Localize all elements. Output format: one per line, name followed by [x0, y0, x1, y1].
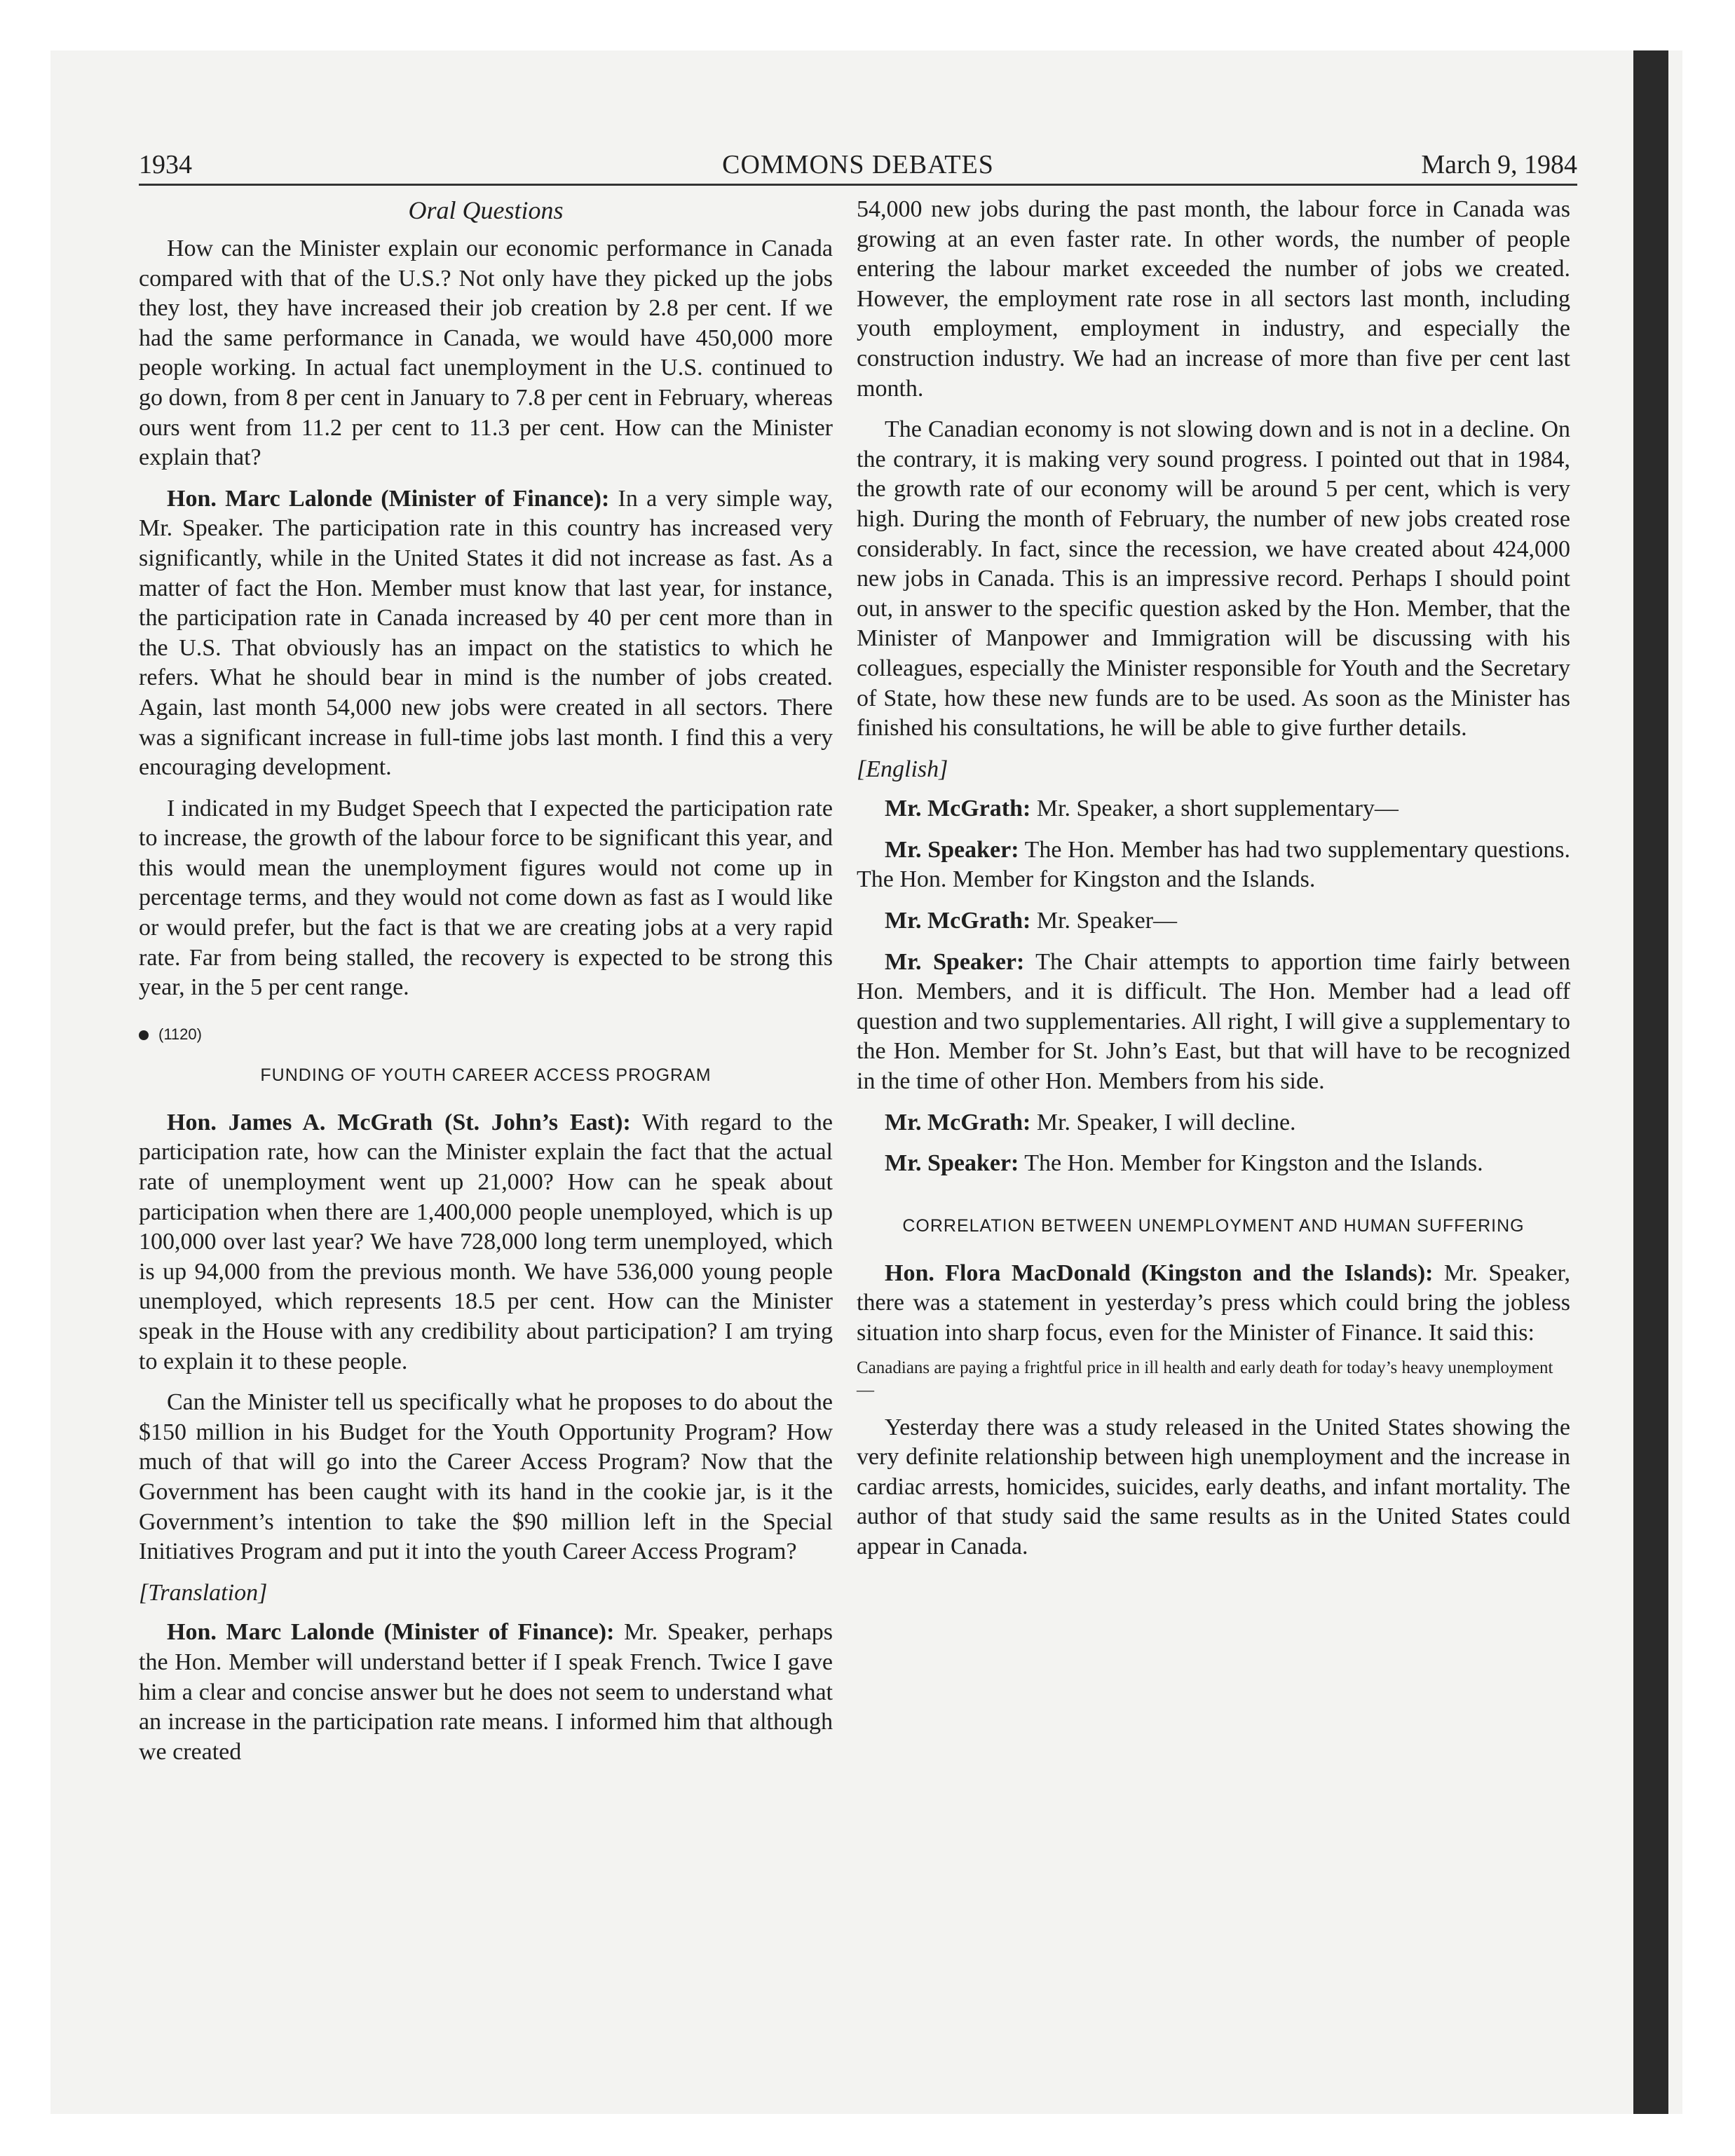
paragraph	[857, 948, 1570, 1097]
page-edge-shadow	[1633, 50, 1668, 2114]
speaker-name: Mr. McGrath:	[885, 908, 1031, 934]
speaker-name: Hon. Marc Lalonde (Minister of Finance):	[167, 485, 610, 512]
speaker-name: Hon. Flora MacDonald (Kingston and the Islands):	[885, 1260, 1434, 1286]
speech-text: Mr. Speaker, there was a statement in yesterday’s press which could bring the jobless situation into sharp focus, even for the Minister of Finance. It said this:	[857, 1260, 1570, 1346]
paragraph	[139, 484, 833, 783]
subject-heading: CORRELATION BETWEEN UNEMPLOYMENT AND HUMAN SUFFERING	[902, 1215, 1525, 1236]
paragraph: The Canadian economy is not slowing down and is not in a decline. On the contrary, it is making very sound progress. I pointed out that in 1984, the growth rate of our economy will be around 5 per cent, which is very high. During the month of February, the number of new jobs created rose considerably. In fact, since the recession, we have created about 424,000 new jobs in Canada. This is an impressive record. Perhaps I should point out, in answer to the specific question asked by the Hon. Member, that the Minister of Manpower and Immigration will be discussing with his colleagues, especially the Minister responsible for Youth and the Secretary of State, how these new funds are to be used. As soon as the Minister has finished his consultations, he will be able to give further details.	[857, 416, 1570, 742]
speaker-name: Hon. James A. McGrath (St. John’s East):	[167, 1109, 631, 1135]
block-quote: Canadians are paying a frightful price in ill health and early death for today’s heavy unemployment—	[857, 1358, 1553, 1400]
paragraph	[857, 1259, 1570, 1349]
subject-heading: FUNDING OF YOUTH CAREER ACCESS PROGRAM	[260, 1065, 712, 1085]
paragraph	[857, 906, 1570, 936]
time-marker-text: (1120)	[158, 1025, 202, 1043]
paragraph: Yesterday there was a study released in the United States showing the very definite relationship between high unemployment and the increase in cardiac arrests, homicides, suicides, early deaths, and infant mortality. The author of that study said the same results as in the United States could appear in Canada.	[857, 1414, 1570, 1560]
time-marker	[139, 1024, 833, 1045]
paragraph	[857, 835, 1570, 895]
speech-text: Mr. Speaker, a short supplementary—	[1030, 796, 1399, 822]
language-note: [Translation]	[139, 1579, 268, 1606]
speech-text: In a very simple way, Mr. Speaker. The participation rate in this country has increased very significantly, while in the United States it did not increase as fast. As a matter of fact the Hon. Member must know that last year, for instance, the participation rate in Canada increased by 40 per cent more than in the U.S. That obviously has an impact on the statistics to which he refers. What he should bear in mind is the number of jobs created. Again, last month 54,000 new jobs were created in all sectors. There was a significant increase in full-time jobs last month. I find this a very encouraging development.	[139, 485, 833, 781]
speaker-name: Mr. Speaker:	[885, 948, 1025, 975]
paragraph	[139, 1108, 833, 1377]
speech-text: The Chair attempts to apportion time fairly between Hon. Members, and it is difficult. The Hon. Member had a lead off question and two supplementaries. All right, I will give a supplementary to the Hon. Member for St. John’s East, but that will have to be recognized in the time of other Hon. Members from his side.	[857, 948, 1571, 1095]
speech-text: The Hon. Member has had two supplementary questions. The Hon. Member for Kingston and the Islands.	[857, 836, 1570, 893]
right-column	[857, 195, 1570, 1574]
speaker-name: Mr. McGrath:	[885, 796, 1031, 822]
section-title: Oral Questions	[408, 196, 564, 224]
paragraph: 54,000 new jobs during the past month, the labour force in Canada was growing at an even faster rate. In other words, the number of people entering the labour market exceeded the number of jobs we created. However, the employment rate rose in all sectors last month, including youth employment, employment in industry, and especially the construction industry. We had an increase of more than five per cent last month.	[857, 196, 1570, 402]
paragraph	[139, 1618, 833, 1767]
page-header	[139, 144, 1577, 186]
paragraph: I indicated in my Budget Speech that I expected the participation rate to increase, the growth of the labour force to be significant this year, and this would mean the unemployment figures would not come up in percentage terms, and they would not come down as fast as I would like or would prefer, but the fact is that we are creating jobs at a very rapid rate. Far from being stalled, the recovery is expected to be strong this year, in the 5 per cent range.	[139, 795, 833, 1001]
publication-date: March 9, 1984	[1421, 150, 1577, 179]
paragraph	[857, 1149, 1570, 1179]
publication-title: COMMONS DEBATES	[722, 150, 994, 179]
speech-text: Mr. Speaker, perhaps the Hon. Member will understand better if I speak French. Twice I gave him a clear and concise answer but he does not seem to understand what an increase in the participation rate means. I informed him that although we created	[139, 1619, 833, 1765]
paragraph	[857, 794, 1570, 824]
speaker-name: Mr. Speaker:	[885, 836, 1019, 863]
paragraph: How can the Minister explain our economic performance in Canada compared with that of the U.S.? Not only have they picked up the jobs they lost, they have increased their job creation by 2.8 per cent. If we had the same performance in Canada, we would have 450,000 more people working. In actual fact unemployment in the U.S. continued to go down, from 8 per cent in January to 7.8 per cent in February, whereas ours went from 11.2 per cent to 11.3 per cent. How can the Minister explain that?	[139, 236, 833, 471]
speech-text: The Hon. Member for Kingston and the Islands.	[1019, 1150, 1483, 1177]
speech-text: With regard to the participation rate, how can the Minister explain the fact that the actual rate of unemployment went up 21,000? How can he speak about participation when there are 1,400,000 people unemployed, which is up 100,000 over last year? We have 728,000 long term unemployed, which is up 94,000 from the previous month. We have 536,000 young people unemployed, which represents 18.5 per cent. How can the Minister speak in the House with any credibility about participation? I am trying to explain it to these people.	[139, 1109, 833, 1374]
speaker-name: Mr. McGrath:	[885, 1109, 1031, 1135]
left-column	[139, 195, 833, 1778]
speech-text: Mr. Speaker, I will decline.	[1030, 1109, 1296, 1135]
speech-text: Mr. Speaker—	[1030, 908, 1178, 934]
speaker-name: Mr. Speaker:	[885, 1150, 1019, 1177]
speaker-name: Hon. Marc Lalonde (Minister of Finance):	[167, 1619, 615, 1646]
paragraph: Can the Minister tell us specifically what he proposes to do about the $150 million in his Budget for the Youth Opportunity Program? How much of that will go into the Career Access Program? Now that the Government has been caught with its hand in the cookie jar, is it the Government’s intention to take the $90 million left in the Special Initiatives Program and put it into the youth Career Access Program?	[139, 1389, 833, 1565]
page-number: 1934	[139, 150, 192, 179]
paragraph	[857, 1108, 1570, 1138]
language-note: [English]	[857, 756, 948, 782]
bullet-icon	[139, 1030, 149, 1040]
